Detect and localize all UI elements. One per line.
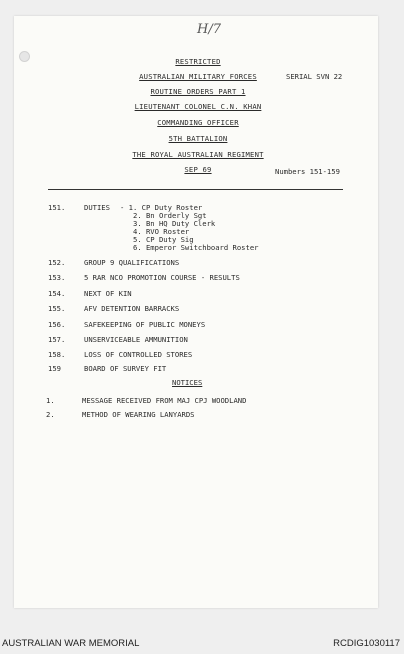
officer-name <box>88 102 308 111</box>
restricted-text: RESTRICTED <box>175 57 221 66</box>
item-title: AFV DETENTION BARRACKS <box>84 304 180 313</box>
item-number: 159 <box>48 364 61 373</box>
duty-entry-3: 3. Bn HQ Duty Clerk <box>133 219 216 228</box>
item-number: 153. <box>48 273 66 282</box>
officer-title <box>88 118 308 127</box>
punch-hole <box>19 51 30 62</box>
footer-institution: AUSTRALIAN WAR MEMORIAL <box>2 638 140 649</box>
item-number: 156. <box>48 320 66 329</box>
footer-record-id: RCDIG1030117 <box>333 638 400 649</box>
regiment-label <box>88 150 308 159</box>
notice-number: 2. <box>46 410 55 419</box>
notice-number: 1. <box>46 396 55 405</box>
header-divider <box>48 189 343 190</box>
item-title: BOARD OF SURVEY FIT <box>84 364 167 373</box>
item-title: NEXT OF KIN <box>84 289 132 298</box>
item-title: DUTIES <box>84 203 110 212</box>
item-title: GROUP 9 QUALIFICATIONS <box>84 258 180 267</box>
item-number: 154. <box>48 289 66 298</box>
duty-entry-6: 6. Emperor Switchboard Roster <box>133 243 259 252</box>
restricted-label <box>88 57 308 66</box>
duty-entry-1: - 1. CP Duty Roster <box>120 203 203 212</box>
item-title: LOSS OF CONTROLLED STORES <box>84 350 193 359</box>
item-title: 5 RAR NCO PROMOTION COURSE - RESULTS <box>84 273 240 282</box>
routine-orders-text: ROUTINE ORDERS PART 1 <box>150 87 246 96</box>
routine-orders-label <box>88 87 308 96</box>
serial-number: SERIAL SVN 22 <box>286 72 343 81</box>
notices-heading: NOTICES <box>172 378 203 387</box>
item-number: 158. <box>48 350 66 359</box>
battalion-label <box>88 134 308 143</box>
item-number: 157. <box>48 335 66 344</box>
order-numbers: Numbers 151-159 <box>275 167 340 176</box>
duty-entry-4: 4. RVO Roster <box>133 227 190 236</box>
notice-title: METHOD OF WEARING LANYARDS <box>82 410 195 419</box>
date-text: SEP 69 <box>184 165 212 174</box>
officer-name-text: LIEUTENANT COLONEL C.N. KHAN <box>134 102 262 111</box>
forces-text: AUSTRALIAN MILITARY FORCES <box>139 72 257 81</box>
regiment-text: THE ROYAL AUSTRALIAN REGIMENT <box>132 150 264 159</box>
handwritten-reference: H/7 <box>197 22 221 37</box>
item-number: 151. <box>48 203 66 212</box>
forces-label <box>88 72 308 81</box>
item-title: UNSERVICEABLE AMMUNITION <box>84 335 188 344</box>
item-number: 152. <box>48 258 66 267</box>
duty-entry-5: 5. CP Duty Sig <box>133 235 194 244</box>
battalion-text: 5TH BATTALION <box>168 134 228 143</box>
notice-title: MESSAGE RECEIVED FROM MAJ CPJ WOODLAND <box>82 396 247 405</box>
officer-title-text: COMMANDING OFFICER <box>157 118 239 127</box>
duty-entry-2: 2. Bn Orderly Sgt <box>133 211 207 220</box>
item-number: 155. <box>48 304 66 313</box>
item-title: SAFEKEEPING OF PUBLIC MONEYS <box>84 320 206 329</box>
